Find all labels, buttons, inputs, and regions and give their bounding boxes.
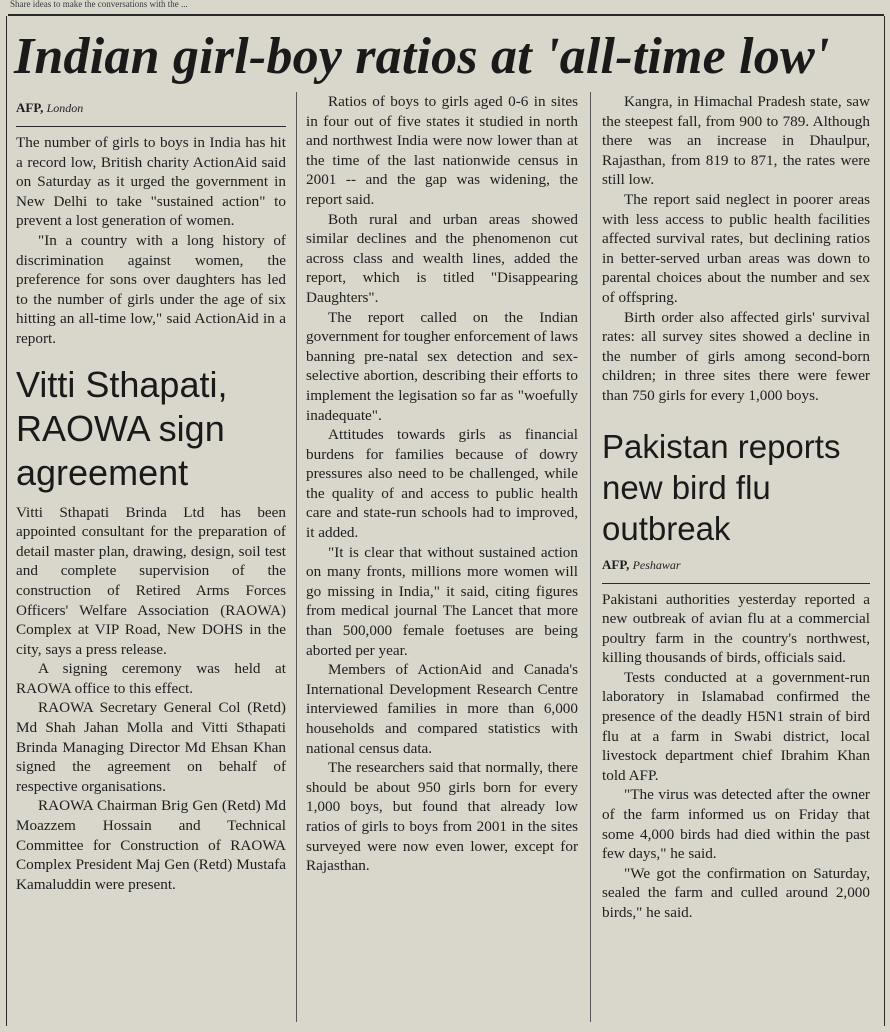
story3-headline: Pakistan reports new bird flu outbreak [602, 427, 841, 547]
story2-paragraph: RAOWA Chairman Brig Gen (Retd) Md Moazzem Hossain and Technical Committee for Construction of RAOWA Complex President Maj Gen (Retd) Mustafa Kamaluddin were present. [16, 797, 286, 893]
story3-byline [602, 557, 870, 573]
column-divider-2 [590, 92, 591, 1022]
story1-paragraph: "It is clear that without sustained action on many fronts, millions more women will go missing in India," it said, citing figures from medical journal The Lancet that more than 500,000 female foetuses are being aborted per year. [306, 543, 578, 659]
left-frame-rule [6, 16, 7, 1026]
column-1 [16, 100, 286, 894]
story1-paragraph: The report called on the Indian government for tougher enforcement of laws banning pre-natal sex detection and sex-selective abortion, describing their efforts to implement the legisation so far as "woefully inadequate". [306, 308, 579, 424]
right-frame-rule [884, 16, 885, 1026]
byline-rule [602, 583, 870, 584]
column-3 [602, 92, 870, 923]
story3-paragraph: "The virus was detected after the owner of the farm informed us on Friday that some 4,000 birds had died within the past few days," he said. [602, 786, 870, 863]
story1-paragraph: The number of girls to boys in India has hit a record low, British charity ActionAid said on Saturday as it urged the government in New Delhi to take "sustained action" to prevent a lost generation of women. [16, 134, 286, 230]
column-2 [306, 92, 578, 876]
story2-headline: Vitti Sthapati, RAOWA sign agreement [16, 363, 228, 493]
main-headline: Indian girl-boy ratios at 'all-time low' [14, 28, 830, 85]
story3-paragraph: "We got the confirmation on Saturday, sealed the farm and culled around 2,000 birds," he said. [602, 864, 870, 921]
story2-paragraph: RAOWA Secretary General Col (Retd) Md Shah Jahan Molla and Vitti Sthapati Brinda Managing Director Md Ehsan Khan signed the agreement on behalf of respective organisations. [16, 699, 286, 795]
story1-paragraph: Attitudes towards girls as financial burdens for families because of dowry pressures also need to be challenged, while the quality of and access to public health care and state-run schools had to improved, it added. [306, 426, 578, 542]
column-divider-1 [296, 92, 297, 1022]
story1-paragraph: Members of ActionAid and Canada's International Development Research Centre interviewed families in more than 6,000 households and compared statistics with national census data. [306, 661, 578, 757]
story1-paragraph: Both rural and urban areas showed similar declines and the phenomenon cut across class and wealth lines, added the report, which is titled "Disappearing Daughters". [306, 210, 578, 306]
cropped-top-strip: Share ideas to make the conversations with the ... [10, 0, 188, 9]
byline-rule [16, 126, 286, 127]
story3-paragraph: Tests conducted at a government-run laboratory in Islamabad confirmed the presence of the deadly H5N1 strain of bird flu at a farm in Swabi district, local livestock department chief Ibrahim Khan told AFP. [602, 668, 870, 784]
byline-place: Peshawar [632, 557, 681, 572]
story3-paragraph: Pakistani authorities yesterday reported a new outbreak of avian flu at a commercial poultry farm in the country's northwest, killing thousands of birds, officials said. [602, 590, 870, 667]
byline-agency: AFP, [602, 556, 630, 572]
story2-paragraph: A signing ceremony was held at RAOWA office to this effect. [16, 660, 286, 697]
story1-paragraph: Birth order also affected girls' survival rates: all survey sites showed a decline in the number of girls among second-born children; in three sites there were fewer than 750 girls for every 1,000 boys. [602, 308, 870, 404]
story1-paragraph: "In a country with a long history of discrimination against women, the preference for sons over daughters has led to the number of girls under the age of six hitting an all-time low," said ActionAid in a report. [16, 231, 286, 347]
story1-paragraph: The researchers said that normally, there should be about 950 girls born for every 1,000 boys, but found that already low ratios of girls to boys from 2001 in the sites surveyed were now even lower, except for Rajasthan. [306, 759, 578, 875]
byline-place: London [46, 101, 84, 115]
story1-byline [16, 100, 286, 116]
story1-paragraph: The report said neglect in poorer areas with less access to public health facilities affected survival rates, but declining ratios in better-served urban areas was down to parental choices about the number and sex of offspring. [602, 190, 870, 306]
top-rule [8, 14, 884, 16]
byline-agency: AFP, [16, 100, 44, 115]
story1-paragraph: Ratios of boys to girls aged 0-6 in sites in four out of five states it studied in north and northwest India were now lower than at the time of the last nationwide census in 2001 -- and the gap was widening, the report said. [306, 93, 578, 208]
story2-paragraph: Vitti Sthapati Brinda Ltd has been appointed consultant for the preparation of detail master plan, drawing, design, soil test and complete supervision of the construction of Retired Arms Forces Officers' Welfare Association (RAOWA) Complex at VIP Road, New DOHS in the city, says a press release. [16, 503, 286, 658]
story1-paragraph: Kangra, in Himachal Pradesh state, saw the steepest fall, from 900 to 789. Although there was an increase in Dhaulpur, Rajasthan, from 819 to 871, the rates were still low. [602, 93, 870, 189]
